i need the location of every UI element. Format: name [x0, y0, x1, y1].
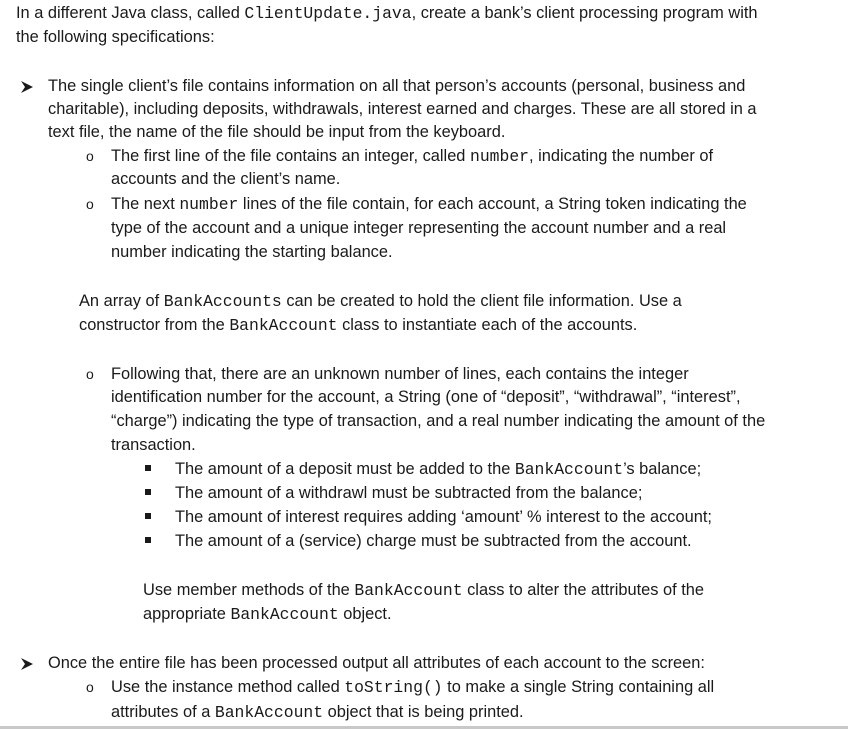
text: In a different Java class, called — [16, 4, 245, 22]
text: object that is being printed. — [323, 703, 524, 721]
square-bullet-icon — [145, 489, 151, 495]
code-variable: number — [179, 195, 239, 214]
code-class-name: BankAccount — [230, 605, 339, 624]
array-note-line-2 — [79, 315, 637, 336]
rule-item — [175, 507, 712, 527]
text: class to instantiate each of the accounts. — [337, 316, 638, 334]
text: to make a single String containing all — [442, 678, 715, 696]
text: can be created to hold the client file information. Use a — [281, 292, 682, 310]
code-class-name: BankAccount — [514, 460, 624, 479]
text: class to alter the attributes of the — [462, 581, 704, 599]
text: Use the instance method called — [111, 678, 345, 696]
sub-2-line-3: number indicating the starting balance. — [111, 243, 393, 261]
member-note-line-1 — [143, 580, 704, 601]
bullet-2-line-1: Once the entire file has been processed output all attributes of each account to the screen: — [48, 654, 705, 672]
sub-3-line-1: Following that, there are an unknown number of lines, each contains the integer — [111, 365, 689, 383]
sub-1-line-2: accounts and the client’s name. — [111, 170, 341, 188]
text: , indicating the number of — [529, 147, 714, 165]
sub-2-line-2: type of the account and a unique integer representing the account number and a real — [111, 219, 727, 237]
code-class-name: BankAccounts — [163, 292, 282, 311]
text: object. — [338, 605, 392, 623]
text: The first line of the file contains an integer, called — [111, 147, 470, 165]
bullet-1-line-3: text file, the name of the file should be input from the keyboard. — [48, 123, 506, 141]
code-class-name: BankAccount — [354, 581, 463, 600]
bullet-1-line-1: The single client’s file contains information on all that person’s accounts (personal, business and — [48, 77, 746, 95]
circle-bullet-icon: o — [86, 148, 94, 164]
text: constructor from the — [79, 316, 230, 334]
text: lines of the file contain, for each account, a String token indicating the — [238, 195, 747, 213]
text: ’s balance; — [623, 460, 702, 478]
code-method: toString() — [344, 678, 443, 697]
intro-line-1 — [16, 3, 758, 24]
square-bullet-icon — [145, 537, 151, 543]
sub-2-line-1 — [111, 194, 747, 215]
intro-line-2: the following specifications: — [16, 28, 215, 46]
rule-item — [175, 459, 701, 480]
text: appropriate — [143, 605, 231, 623]
text: , create a bank’s client processing program with — [411, 4, 758, 22]
code-class-name: ClientUpdate.java — [244, 4, 412, 23]
text: The amount of a deposit must be added to the — [175, 460, 515, 478]
code-class-name: BankAccount — [229, 316, 338, 335]
rule-item — [175, 531, 692, 551]
sub-1-line-1 — [111, 146, 713, 167]
arrow-bullet-icon — [20, 80, 34, 94]
square-bullet-icon — [145, 465, 151, 471]
text: The amount of a (service) charge must be subtracted from the account. — [175, 532, 692, 550]
sub-4-line-2 — [111, 702, 524, 723]
circle-bullet-icon: o — [86, 196, 94, 212]
square-bullet-icon — [145, 513, 151, 519]
bullet-1-line-2: charitable), including deposits, withdrawals, interest earned and charges. These are all stored in a — [48, 100, 757, 118]
rule-item — [175, 483, 642, 503]
arrow-bullet-icon — [20, 657, 34, 671]
code-class-name: BankAccount — [214, 703, 324, 722]
text: attributes of a — [111, 703, 215, 721]
array-note-line-1 — [79, 291, 682, 312]
sub-3-line-4: transaction. — [111, 436, 196, 454]
sub-3-line-2: identification number for the account, a String (one of “deposit”, “withdrawal”, “interest”, — [111, 388, 741, 406]
text: The amount of interest requires adding ‘amount’ % interest to the account; — [175, 508, 712, 526]
text: Use member methods of the — [143, 581, 355, 599]
circle-bullet-icon: o — [86, 366, 94, 382]
sub-4-line-1 — [111, 677, 714, 698]
member-note-line-2 — [143, 604, 392, 625]
text: The next — [111, 195, 180, 213]
text: The amount of a withdrawl must be subtracted from the balance; — [175, 484, 643, 502]
code-variable: number — [469, 147, 530, 166]
sub-3-line-3: “charge”) indicating the type of transaction, and a real number indicating the amount of the — [111, 412, 766, 430]
text: An array of — [79, 292, 164, 310]
circle-bullet-icon: o — [86, 679, 94, 695]
